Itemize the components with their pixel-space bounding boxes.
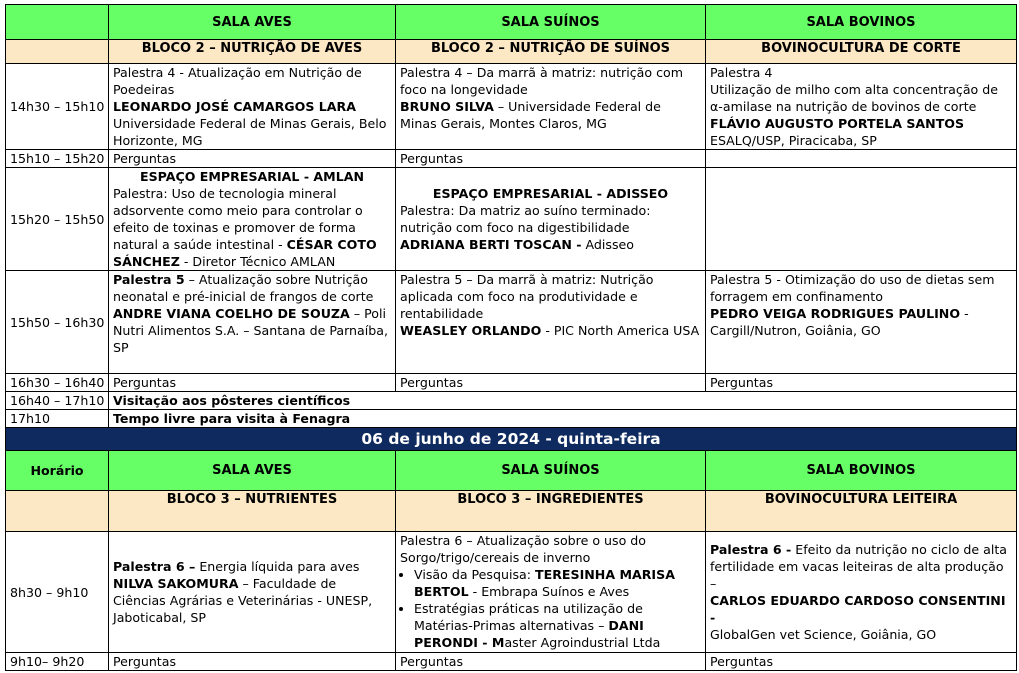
time-slot: 17h10 bbox=[6, 410, 109, 428]
block-bovinos: BOVINOCULTURA LEITEIRA bbox=[706, 491, 1017, 532]
talk-title: Palestra 6 – Atualização sobre o uso do Sorgo/trigo/cereais de inverno bbox=[400, 533, 646, 565]
block-suinos: BLOCO 3 – INGREDIENTES bbox=[396, 491, 706, 532]
block-bovinos: BOVINOCULTURA DE CORTE bbox=[706, 40, 1017, 64]
session-bovinos bbox=[706, 64, 1017, 150]
table-row bbox=[6, 168, 1017, 271]
talk-title: Efeito da nutrição no ciclo de alta fertilidade em vacas leiteiras de alta produção – bbox=[710, 542, 1008, 591]
questions-bovinos: Perguntas bbox=[706, 653, 1017, 671]
header-sala-bovinos: SALA BOVINOS bbox=[706, 451, 1017, 491]
speaker-affiliation: ESALQ/USP, Piracicaba, SP bbox=[710, 133, 877, 148]
table-row bbox=[6, 410, 1017, 428]
session-suinos bbox=[396, 532, 706, 653]
time-slot: 15h50 – 16h30 bbox=[6, 271, 109, 374]
talk-label: Palestra 6 - bbox=[710, 542, 792, 557]
day2-block-row bbox=[6, 491, 1017, 532]
speaker-name: ADRIANA BERTI TOSCAN - bbox=[400, 237, 582, 252]
talk-label: Palestra 5 bbox=[113, 272, 185, 287]
date-banner: 06 de junho de 2024 - quinta-feira bbox=[6, 428, 1017, 451]
time-slot: 15h20 – 15h50 bbox=[6, 168, 109, 271]
speaker-name: TERESINHA MARISA BERTOL bbox=[414, 567, 675, 599]
speaker-name: FLÁVIO AUGUSTO PORTELA SANTOS bbox=[710, 116, 965, 131]
header-sala-suinos: SALA SUÍNOS bbox=[396, 451, 706, 491]
session-aves bbox=[109, 532, 396, 653]
session-aves bbox=[109, 271, 396, 374]
table-row bbox=[6, 392, 1017, 410]
table-row bbox=[6, 374, 1017, 392]
day2-room-header bbox=[6, 451, 1017, 491]
talk-title: Palestra 5 – Da marrã à matriz: Nutrição aplicada com foco na produtividade e rentabilidade bbox=[400, 272, 654, 321]
day1-block-row bbox=[6, 40, 1017, 64]
questions-suinos: Perguntas bbox=[396, 150, 706, 168]
schedule-table bbox=[5, 4, 1017, 671]
list-item: • Estratégias práticas na utilização de Matérias-Primas alternativas – DANI PERONDI - Master Agroindustrial Ltda bbox=[414, 600, 701, 651]
questions-suinos: Perguntas bbox=[396, 374, 706, 392]
speaker-affiliation: - Diretor Técnico AMLAN bbox=[179, 254, 336, 269]
day2-date-row bbox=[6, 428, 1017, 451]
speaker-name: BRUNO SILVA bbox=[400, 99, 494, 114]
talk-title: Palestra 4 - Atualização em Nutrição de Poedeiras bbox=[113, 65, 362, 97]
time-slot: 8h30 – 9h10 bbox=[6, 532, 109, 653]
sponsor-heading: ESPAÇO EMPRESARIAL - AMLAN bbox=[139, 169, 365, 184]
talk-title: Palestra 4 bbox=[710, 65, 773, 80]
time-slot: 16h40 – 17h10 bbox=[6, 392, 109, 410]
table-row bbox=[6, 532, 1017, 653]
table-row bbox=[6, 150, 1017, 168]
talk-title: Energia líquida para aves bbox=[195, 559, 360, 574]
session-suinos bbox=[396, 271, 706, 374]
time-slot: 14h30 – 15h10 bbox=[6, 64, 109, 150]
table-row bbox=[6, 64, 1017, 150]
poster-visit: Visitação aos pôsteres científicos bbox=[109, 392, 1017, 410]
list-item: • Visão da Pesquisa: TERESINHA MARISA BERTOL - Embrapa Suínos e Aves bbox=[414, 566, 701, 600]
free-time: Tempo livre para visita à Fenagra bbox=[109, 410, 1017, 428]
day1-room-header bbox=[6, 5, 1017, 40]
speaker-name: WEASLEY ORLANDO bbox=[400, 323, 542, 338]
speaker-name: CARLOS EDUARDO CARDOSO CONSENTINI - bbox=[710, 593, 1006, 625]
header-time: Horário bbox=[6, 451, 109, 491]
questions-bovinos: Perguntas bbox=[706, 374, 1017, 392]
speaker-affiliation: GlobalGen vet Science, Goiânia, GO bbox=[710, 627, 937, 642]
speaker-name: CÉSAR COTO SÁNCHEZ bbox=[113, 237, 377, 269]
speaker-affiliation: – Faculdade de Ciências Agrárias e Veterinárias - UNESP, Jaboticabal, SP bbox=[113, 576, 373, 625]
speaker-affiliation: - PIC North America USA bbox=[541, 323, 700, 338]
speaker-affiliation: aster Agroindustrial Ltda bbox=[504, 635, 661, 650]
session-suinos bbox=[396, 168, 706, 271]
speaker-affiliation: – Poli Nutri Alimentos S.A. – Santana de Parnaíba, SP bbox=[113, 306, 388, 355]
questions-aves: Perguntas bbox=[109, 653, 396, 671]
speaker-affiliation: Universidade Federal de Minas Gerais, Belo Horizonte, MG bbox=[113, 116, 387, 148]
speaker-affiliation: – Universidade Federal de Minas Gerais, Montes Claros, MG bbox=[400, 99, 661, 131]
speaker-name: DANI PERONDI - M bbox=[414, 618, 644, 650]
talk-description: Palestra: Da matriz ao suíno terminado: nutrição com foco na digestibilidade bbox=[400, 203, 651, 235]
talk-description: Utilização de milho com alta concentração de α-amilase na nutrição de bovinos de corte bbox=[710, 82, 998, 114]
header-sala-bovinos: SALA BOVINOS bbox=[706, 5, 1017, 40]
session-bovinos-empty bbox=[706, 168, 1017, 271]
questions-aves: Perguntas bbox=[109, 150, 396, 168]
session-bovinos bbox=[706, 532, 1017, 653]
talk-title: Palestra 5 - Otimização do uso de dietas sem forragem em confinamento bbox=[710, 272, 995, 304]
talk-title: Palestra 4 – Da marrã à matriz: nutrição com foco na longevidade bbox=[400, 65, 683, 97]
sponsor-heading: ESPAÇO EMPRESARIAL - ADISSEO bbox=[432, 186, 669, 201]
block-aves: BLOCO 2 – NUTRIÇÃO DE AVES bbox=[109, 40, 396, 64]
talk-title: – Atualização sobre Nutrição neonatal e pré-inicial de frangos de corte bbox=[113, 272, 374, 304]
time-slot: 15h10 – 15h20 bbox=[6, 150, 109, 168]
session-suinos bbox=[396, 64, 706, 150]
session-bovinos bbox=[706, 271, 1017, 374]
speaker-affiliation: - Embrapa Suínos e Aves bbox=[468, 584, 630, 599]
speaker-name: PEDRO VEIGA RODRIGUES PAULINO bbox=[710, 306, 961, 321]
table-row bbox=[6, 653, 1017, 671]
speaker-affiliation: Adisseo bbox=[581, 237, 634, 252]
talk-list bbox=[400, 566, 701, 651]
talk-label: Palestra 6 – bbox=[113, 559, 196, 574]
header-sala-aves: SALA AVES bbox=[109, 5, 396, 40]
questions-suinos: Perguntas bbox=[396, 653, 706, 671]
questions-bovinos bbox=[706, 150, 1017, 168]
speaker-name: NILVA SAKOMURA bbox=[113, 576, 239, 591]
questions-aves: Perguntas bbox=[109, 374, 396, 392]
block-suinos: BLOCO 2 – NUTRIÇÃO DE SUÍNOS bbox=[396, 40, 706, 64]
speaker-name: LEONARDO JOSÉ CAMARGOS LARA bbox=[113, 99, 356, 114]
header-time bbox=[6, 5, 109, 40]
header-sala-suinos: SALA SUÍNOS bbox=[396, 5, 706, 40]
speaker-name: ANDRE VIANA COELHO DE SOUZA bbox=[113, 306, 350, 321]
talk-description: Palestra: Uso de tecnologia mineral adsorvente como meio para controlar o efeito de toxinas e promover de forma natural a saúde intestinal - bbox=[113, 186, 363, 252]
time-slot: 9h10– 9h20 bbox=[6, 653, 109, 671]
time-slot: 16h30 – 16h40 bbox=[6, 374, 109, 392]
session-aves bbox=[109, 64, 396, 150]
header-sala-aves: SALA AVES bbox=[109, 451, 396, 491]
block-aves: BLOCO 3 – NUTRIENTES bbox=[109, 491, 396, 532]
speaker-affiliation: - Cargill/Nutron, Goiânia, GO bbox=[710, 306, 969, 338]
session-aves bbox=[109, 168, 396, 271]
table-row bbox=[6, 271, 1017, 374]
